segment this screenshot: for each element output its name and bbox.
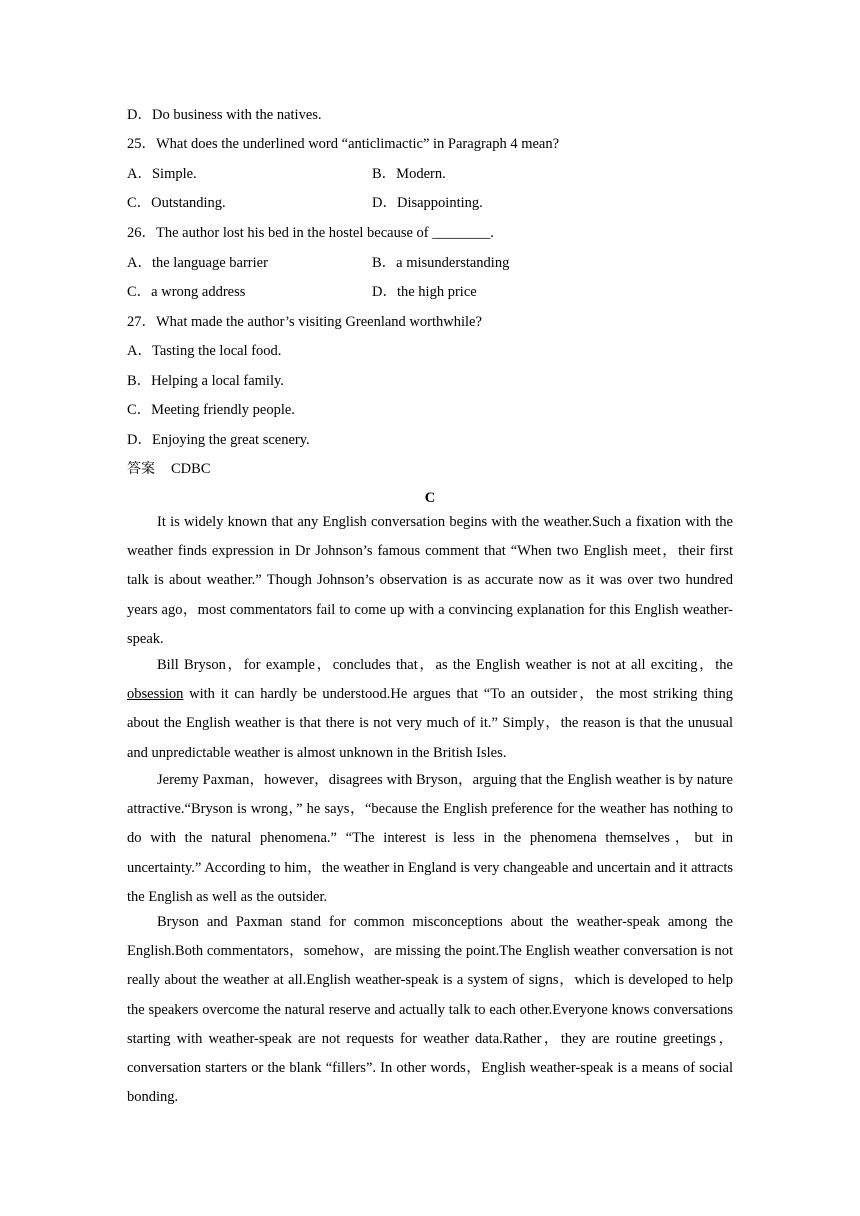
section-heading: C	[424, 490, 436, 506]
q25-option-b: B．Modern.	[372, 166, 446, 182]
paragraph-2-lead: Bill Bryson，for example，concludes that，as the English weather is not at all exciting，the	[157, 657, 733, 673]
q25-option-a: A．Simple.	[127, 166, 197, 182]
paragraph-3: Jeremy Paxman，however，disagrees with Bryson，arguing that the English weather is by nature attractive.“Bryson is wrong，” he says，“because the English preference for the weather has nothing to do with the natural phenomena.” “The interest is less in the phenomena themselves，but in uncertainty.” According to him，the weather in England is very changeable and uncertain and it attracts the English as well as the outsider.	[127, 772, 733, 905]
paragraph-2	[127, 651, 733, 768]
q25-stem	[127, 135, 559, 153]
q26-option-d: D．the high price	[372, 284, 477, 300]
q25-option-c: C．Outstanding.	[127, 195, 226, 211]
q27-stem: 27．What made the author’s visiting Greenland worthwhile?	[127, 314, 482, 330]
q26-option-c: C．a wrong address	[127, 284, 246, 300]
q26-stem: 26．The author lost his bed in the hostel because of ________.	[127, 225, 494, 241]
q25-option-d: D．Disappointing.	[372, 195, 483, 211]
paragraph-4: Bryson and Paxman stand for common misconceptions about the weather-speak among the English.Both commentators，somehow，are missing the point.The English weather conversation is not really about the weather at all.English weather-speak is a system of signs，which is developed to help the speakers overcome the natural reserve and actually talk to each other.Everyone knows conversations starting with weather-speak are not requests for weather data.Rather，they are routine greetings，conversation starters or the blank “fillers”. In other words，English weather-speak is a means of social bonding.	[127, 914, 733, 1106]
underlined-word-obsession: obsession	[127, 686, 184, 703]
q27-option-c: C．Meeting friendly people.	[127, 402, 295, 418]
q27-option-b: B．Helping a local family.	[127, 373, 284, 389]
q24-option-d: D．Do business with the natives.	[127, 107, 322, 123]
q26-option-b: B．a misunderstanding	[372, 255, 510, 271]
q25-stem-word: “anticlimactic”	[341, 136, 430, 152]
q25-stem-suffix: in Paragraph 4 mean?	[429, 136, 560, 152]
q25-stem-prefix: 25．What does the underlined word	[127, 136, 342, 152]
answer-label: 答案	[127, 461, 155, 477]
paragraph-1: It is widely known that any English conversation begins with the weather.Such a fixation with the weather finds expression in Dr Johnson’s famous comment that “When two English meet，their first talk is about weather.” Though Johnson’s observation is as accurate now as it was over two hundred years ago，most commentators fail to come up with a convincing explanation for this English weather-speak.	[127, 514, 733, 647]
q26-option-a: A．the language barrier	[127, 255, 268, 271]
q27-option-a: A．Tasting the local food.	[127, 343, 282, 359]
paragraph-2-rest: with it can hardly be understood.He argues that “To an outsider，the most striking thing about the English weather is that there is not very much of it.” Simply，the reason is that the unusual and unpredictable weather is almost unknown in the British Isles.	[127, 686, 733, 761]
answer-line	[127, 460, 211, 478]
q27-option-d: D．Enjoying the great scenery.	[127, 432, 310, 448]
answer-value: CDBC	[171, 461, 211, 477]
